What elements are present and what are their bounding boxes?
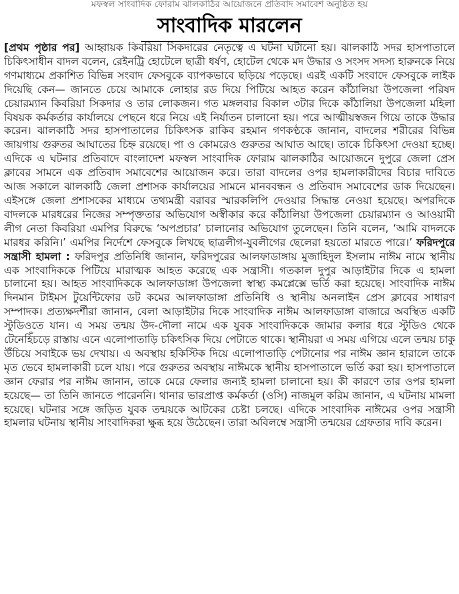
subsection-title: ফরিদপুরে সন্ত্রাসী হামলা : [4,236,455,263]
previous-article-fragment: মফস্বল সাংবাদিক ফোরাম ঝালকাঠির আয়োজনে প্রতিবাদ সমাবেশ অনুষ্ঠিত হয় [91,0,368,10]
article-text [4,42,455,431]
paragraph-2: ফরিদপুর প্রতিনিধি জানান, ফরিদপুরের আলফাডাঙ্গায় মুজাহিদুল ইসলাম নাঈম নামে স্থানীয় এক সাংবাদিককে পিটিয়ে মারাত্মক আহত করেছে এক সন্ত্রাসী। গতকাল দুপুর আড়াইটার দিকে এ হামলা চালানো হয়। আহত সাংবাদিককে আলফাডাঙ্গা উপজেলা স্বাস্থ্য কমপ্লেক্সে ভর্তি করা হয়েছে। সাংবাদিক নাঈম দিনমান টাইমস টুয়েন্টিফোর ডট কমের আলফাডাঙ্গা প্রতিনিধি ও স্থানীয় অনলাইন প্রেস ক্লাবের সাধারণ সম্পাদক। প্রত্যক্ষদর্শীরা জানান, বেলা আড়াইটার দিকে সাংবাদিক নাঈম আলফাডাঙ্গা বাজারে অবস্থিত একটি স্টুডিওতে যান। এ সময় তন্ময় উদ-দৌলা নামে এক যুবক সাংবাদিককে জামার কলার ধরে স্টুডিও থেকে টেনেহিঁচড়ে রাস্তায় এনে এলোপাতাড়ি চকিৎসিক দিয়ে পেটাতে থাকে। স্থানীয়রা এ সময় এগিয়ে এলে তন্ময় চাকু উঁচিয়ে সবাইকে ভয় দেখায়। এ অবস্থায় হকিস্টিক দিয়ে এলোপাতাড়ি পেটানোর পর নাঈম জ্ঞান হারালে তাকে মৃত ভেবে হামলাকারী চলে যায়। পরে গুরুতর অবস্থায় নাঈমকে স্থানীয় হাসপাতালে ভর্তি করা হয়। হাসপাতালে জ্ঞান ফেরার পর নাঈম জানান, তাকে মেরে ফেলার জন্যই হামলা চালানো হয়। কী কারণে তার ওপর হামলা হয়েছে— তা তিনি জানতে পারেননি। থানার ভারপ্রাপ্ত কর্মকর্তা (ওসি) নাজমুল করিম জানান, এ ঘটনায় মামলা হয়েছে। ঘটনার সঙ্গে জড়িত যুবক তন্ময়কে আটকের চেষ্টা চলছে। এদিকে সাংবাদিক নাঈমের ওপর সন্ত্রাসী হামলার ঘটনায় স্থানীয় সাংবাদিকরা ক্ষুব্ধ হয়ে উঠেছেন। তারা অবিলম্বে সন্ত্রাসী তন্ময়ের গ্রেফতার দাবি করেন। [4,250,455,430]
headline: সাংবাদিক মারলেন [141,11,318,42]
headline-container [0,11,459,42]
paragraph-1: আহ্বায়ক কিবরিয়া সিকদারের নেতৃত্বে এ ঘটনা ঘটানো হয়। ঝালকাঠি সদর হাসপাতালে চিকিৎসাধীন বাদল বলেন, রেইনট্রি হোটেলে ছাত্রী ধর্ষণ, হোটেল থেকে মদ উদ্ধার ও সংসদ সদস্য হারুনকে নিয়ে গণমাধ্যমে প্রকাশিত বিভিন্ন সংবাদ ফেসবুকে ব্যাপকভাবে ছড়িয়ে পড়েছে। এরই একটি সংবাদে ফেসবুকে লাইক দিয়েছি কেন— জানতে চেয়ে আমাকে লোহার রড দিয়ে পিটিয়ে আহত করেন কাঁঠালিয়া উপজেলা পরিষদ চেয়ারম্যান কিবরিয়া সিকদার ও তার লোকজন। গত মঙ্গলবার বিকাল ৩টার দিকে কাঁঠালিয়া উপজেলা মহিলা বিষয়ক কর্মকর্তার কার্যালয়ে পেছনে ধরে নিয়ে এই নির্যাতন চালানো হয়। পরে আত্মীয়স্বজন গিয়ে তাকে উদ্ধার করেন। ঝালকাঠি সদর হাসপাতালের চিকিৎসক রাকিব রহমান গণকণ্ঠকে জানান, বাদলের শরীরের বিভিন্ন জায়গায় গুরুতর আঘাতের চিহ্ন রয়েছে। পা ও কোমরেও গুরুতর আঘাত আছে। তাকে চিকিৎসা দেওয়া হচ্ছে। এদিকে এ ঘটনার প্রতিবাদে বাংলাদেশ মফস্বল সাংবাদিক ফোরাম ঝালকাঠির আয়োজনে দুপুরে জেলা প্রেস ক্লাবের সামনে এক প্রতিবাদ সমাবেশের আয়োজন করে। তারা বাদলের ওপর হামলাকারীদের বিচার দাবিতে আজ সকালে ঝালকাঠি জেলা প্রশাসক কার্যালয়ের সামনে মানববন্ধন ও প্রতিবাদ সমাবেশের ডাক দিয়েছেন। এইসঙ্গে জেলা প্রশাসকের মাধ্যমে তথ্যমন্ত্রী বরাবর স্মারকলিপি দেওয়ার সিদ্ধান্ত নেওয়া হয়েছে। অপরদিকে বাদলকে মারধরের নিজের সম্পৃক্ততার অভিযোগ অস্বীকার করে কাঁঠালিয়া উপজেলা চেয়ারম্যান ও আওয়ামী লীগ নেতা কিবরিয়া এমপির বিরুদ্ধে ‘অপপ্রচার’ চালানোর অভিযোগ তুলেছেন। তিনি বলেন, ‘আমি বাদলকে মারধর করিনি।’ এমপির নির্দেশে ফেসবুকে লিখছে ছাত্রলীগ-যুবলীগের ছেলেরা হয়তো মারতে পারে।’ [4,42,455,249]
continuation-label: [প্রথম পৃষ্ঠার পর] [4,42,80,54]
article-body [4,42,455,592]
